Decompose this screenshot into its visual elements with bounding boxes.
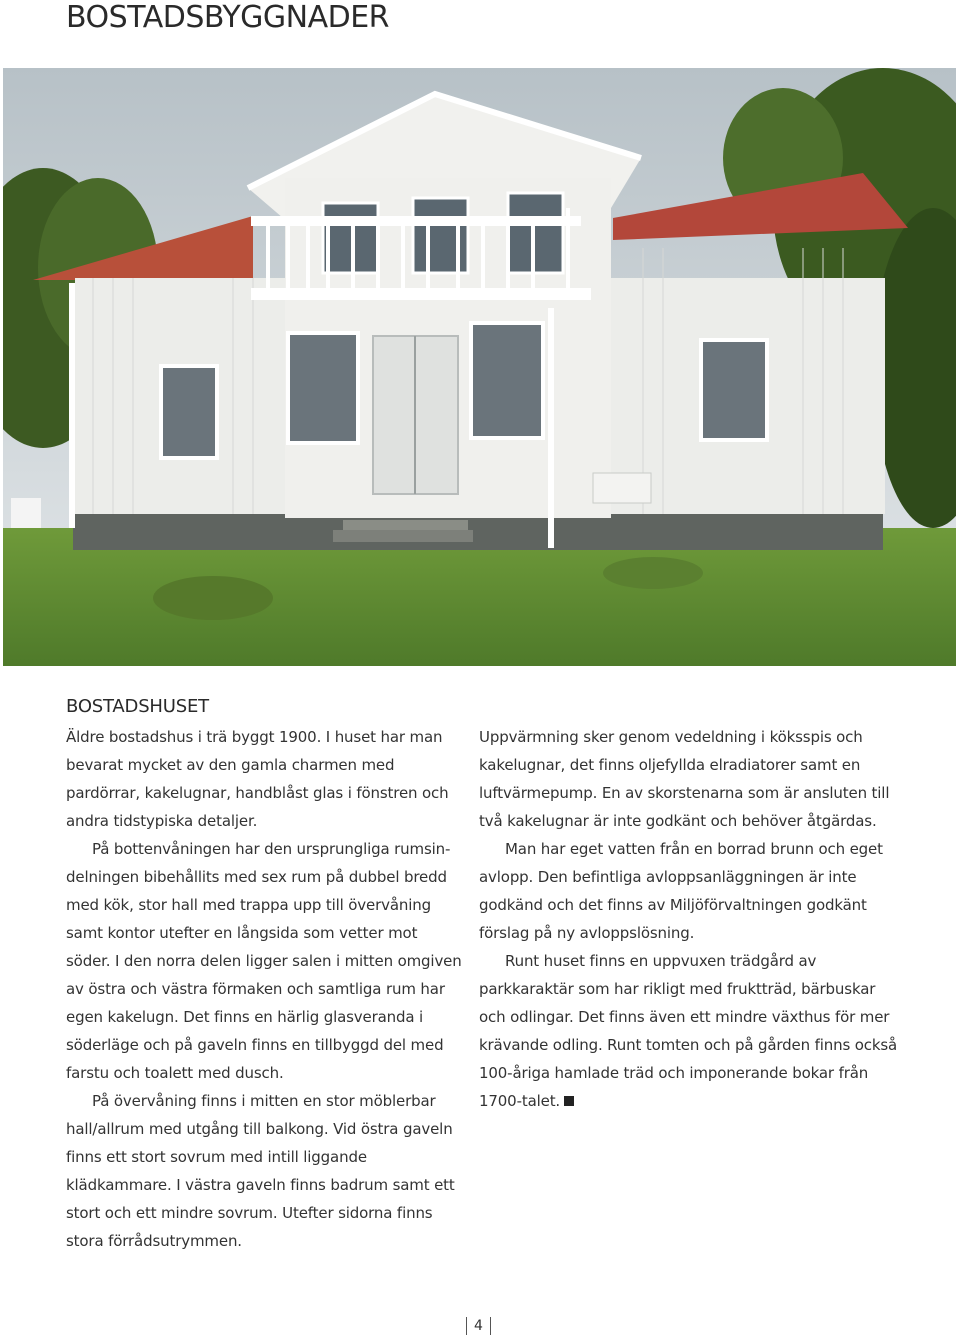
- paragraph: På övervåning finns i mitten en stor möblerbar hall/allrum med utgång till balkong. Vid östra gaveln finns ett stort sovrum med intill liggande klädkammare. I västra gaveln finns badrum samt ett stort och ett mindre sovrum. Utefter sidorna finns stora förrådsutrymmen.: [66, 1092, 455, 1250]
- house-photo: [3, 68, 956, 666]
- paragraph: På bottenvåningen har den ursprungliga rumsin-delningen bibehållits med sex rum på dubbel bredd med kök, stor hall med trappa upp till övervåning samt kontor utefter en långsida som vetter mot söder. I den norra delen ligger salen i mitten omgiven av östra och västra förmaken och samtliga rum har egen kakelugn. Det finns en härlig glasveranda i söderläge och på gaveln finns en tillbyggd del med farstu och toalett med dusch.: [66, 840, 462, 1082]
- paragraph: Man har eget vatten från en borrad brunn och eget avlopp. Den befintliga avloppsanläggningen är inte godkänd och det finns av Miljöförvaltningen godkänt förslag på ny avloppslösning.: [479, 840, 883, 942]
- right-text-column: [479, 723, 899, 1115]
- paragraph-text: Runt huset finns en uppvuxen trädgård av parkkaraktär som har rikligt med fruktträd, bärbuskar och odlingar. Det finns även ett mindre växthus för mer krävande odling. Runt tomten och på gården finns också 100-åriga hamlade träd och imponerande bokar från 1700-talet.: [479, 952, 898, 1110]
- paragraph: Uppvärmning sker genom vedeldning i köksspis och kakelugnar, det finns oljefyllda elradiatorer samt en luftvärmepump. En av skorstenarna som är ansluten till två kakelugnar är inte godkänt och behöver åtgärdas.: [479, 728, 890, 830]
- paragraph: Äldre bostadshus i trä byggt 1900. I huset har man bevarat mycket av den gamla charmen med pardörrar, kakelugnar, handblåst glas i fönstren och andra tidstypiska detaljer.: [66, 728, 449, 830]
- page-number: 4: [466, 1317, 491, 1335]
- page-title: BOSTADSBYGGNADER: [66, 0, 389, 35]
- paragraph: [479, 947, 899, 1115]
- end-mark-icon: [564, 1096, 574, 1106]
- left-text-column: [66, 723, 466, 1255]
- section-heading: BOSTADSHUSET: [66, 696, 209, 717]
